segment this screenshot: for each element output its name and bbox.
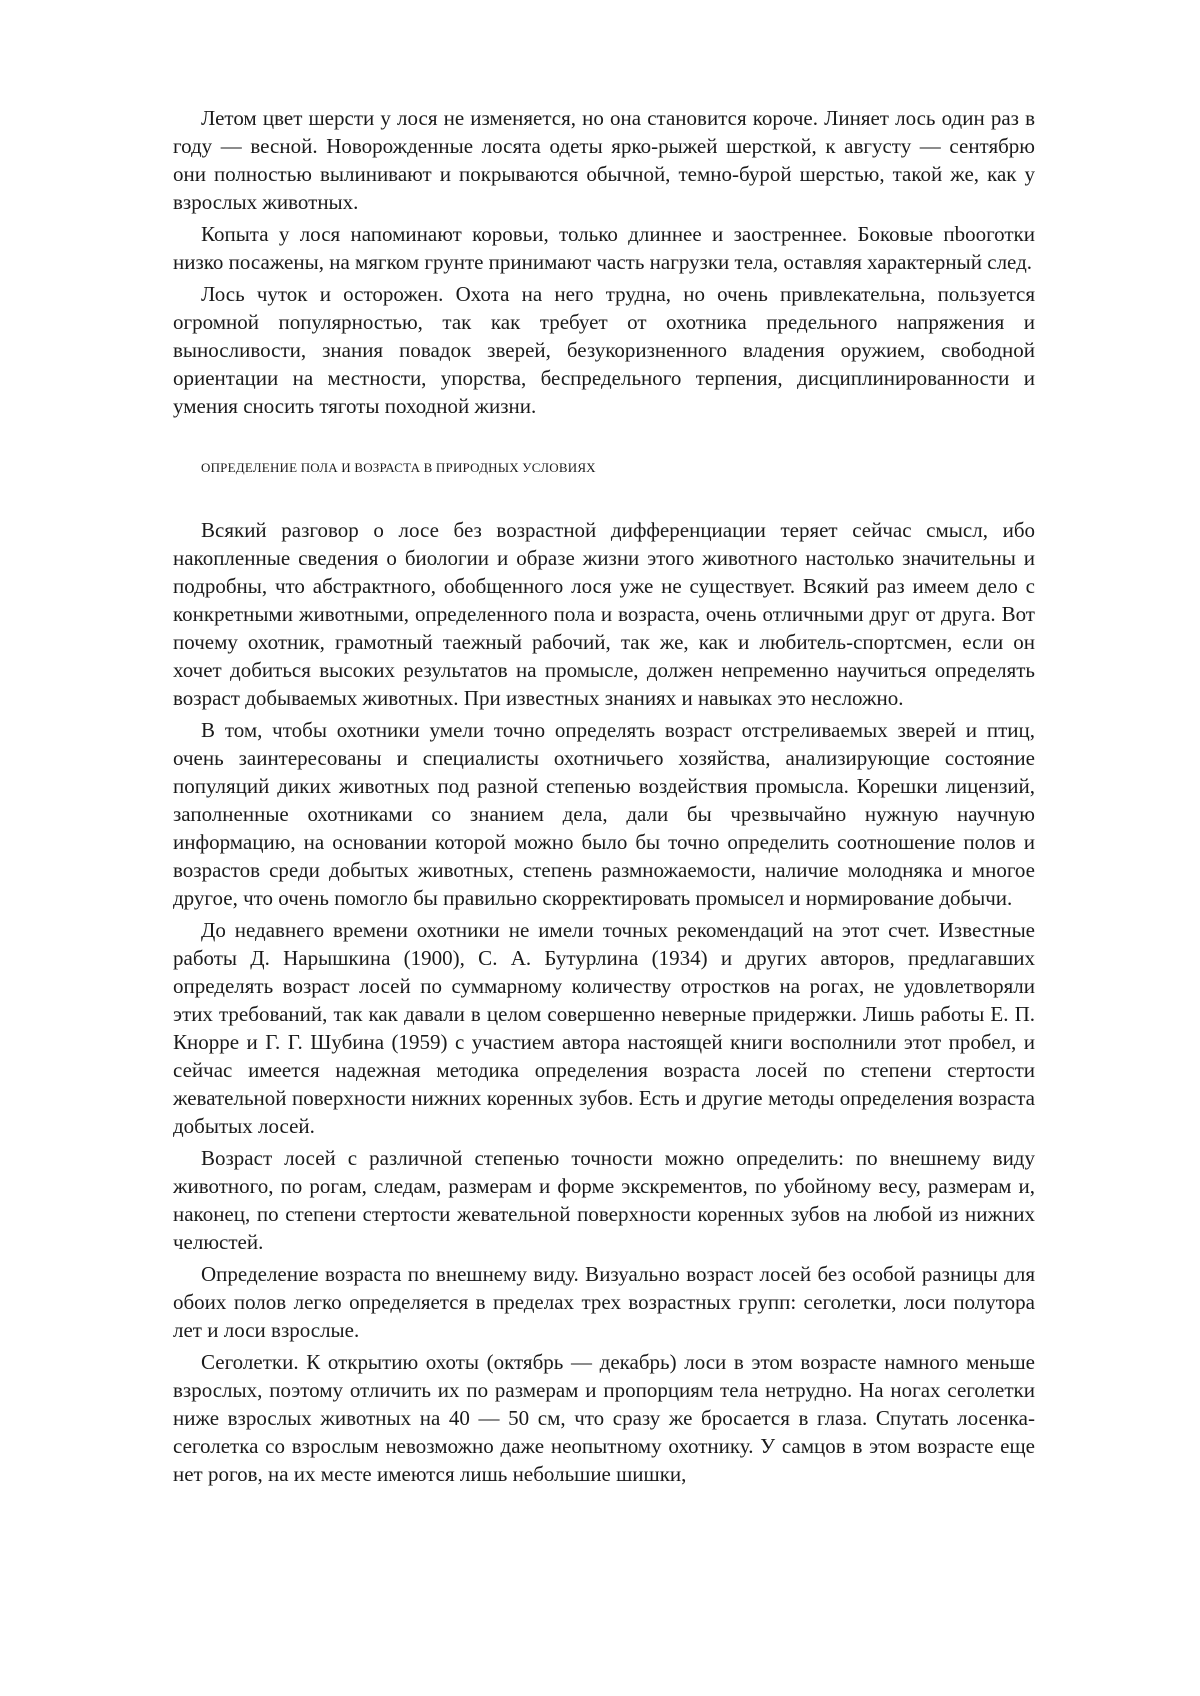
paragraph-hunting: Лось чуток и осторожен. Охота на него трудна, но очень привлекательна, пользуется огромной популярностью, так как требует от охотника предельного напряжения и выносливости, знания повадок зверей, безукоризненного владения оружием, свободной ориентации на местности, упорства, беспредельного терпения, дисциплинированности и умения сносить тяготы походной жизни. xyxy=(173,282,1035,418)
paragraph-yearlings: Сеголетки. К открытию охоты (октябрь — декабрь) лоси в этом возрасте намного меньше взрослых, поэтому отличить их по размерам и пропорциям тела нетрудно. На ногах сеголетки ниже взрослых животных на 40 — 50 см, что сразу же бросается в глаза. Спутать лосенка-сеголетка со взрослым невозможно даже неопытному охотнику. У самцов в этом возрасте еще нет рогов, на их месте имеются лишь небольшие шишки, xyxy=(173,1350,1035,1486)
paragraph-summer-coat: Летом цвет шерсти у лося не изменяется, но она становится короче. Линяет лось один раз в году — весной. Новорожденные лосята одеты ярко-рыжей шерсткой, к августу — сентябрю они полностью вылинивают и покрываются обычной, темно-бурой шерстью, такой же, как у взрослых животных. xyxy=(173,106,1035,214)
paragraph-specialists-interest: В том, чтобы охотники умели точно определять возраст отстреливаемых зверей и птиц, очень заинтересованы и специалисты охотничьего хозяйства, анализирующие состояние популяций диких животных под разной степенью воздействия промысла. Корешки лицензий, заполненные охотниками со знанием дела, дали бы чрезвычайно нужную научную информацию, на основании которой можно было бы точно определить соотношение полов и возрастов среди добытых животных, степень размножаемости, наличие молодняка и многое другое, что очень помогло бы правильно скорректировать промысел и нормирование добычи. xyxy=(173,718,1035,910)
section-heading: ОПРЕДЕЛЕНИЕ ПОЛА И ВОЗРАСТА В ПРИРОДНЫХ УСЛОВИЯХ xyxy=(201,460,596,475)
document-page xyxy=(173,104,1035,1492)
paragraph-age-methods: Возраст лосей с различной степенью точности можно определить: по внешнему виду животного, по рогам, следам, размерам и форме экскрементов, по убойному весу, размерам и, наконец, по степени стертости жевательной поверхности коренных зубов на любой из нижних челюстей. xyxy=(173,1146,1035,1254)
paragraph-external-appearance: Определение возраста по внешнему виду. Визуально возраст лосей без особой разницы для обоих полов легко определяется в пределах трех возрастных групп: сеголетки, лоси полутора лет и лоси взрослые. xyxy=(173,1262,1035,1342)
paragraph-prior-methods: До недавнего времени охотники не имели точных рекомендаций на этот счет. Известные работы Д. Нарышкина (1900), С. А. Бутурлина (1934) и других авторов, предлагавших определять возраст лосей по суммарному количеству отростков на рогах, не удовлетворяли этих требований, так как давали в целом совершенно неверные придержки. Лишь работы Е. П. Кнорре и Г. Г. Шубина (1959) с участием автора настоящей книги восполнили этот пробел, и сейчас имеется надежная методика определения возраста лосей по степени стертости жевательной поверхности нижних коренных зубов. Есть и другие методы определения возраста добытых лосей. xyxy=(173,918,1035,1138)
paragraph-age-differentiation: Всякий разговор о лосе без возрастной дифференциации теряет сейчас смысл, ибо накопленные сведения о биологии и образе жизни этого животного настолько значительны и подробны, что абстрактного, обобщенного лося уже не существует. Всякий раз имеем дело с конкретными животными, определенного пола и возраста, очень отличными друг от друга. Вот почему охотник, грамотный таежный рабочий, так же, как и любитель-спортсмен, если он хочет добиться высоких результатов на промысле, должен непременно научиться определять возраст добываемых животных. При известных знаниях и навыках это несложно. xyxy=(173,518,1035,710)
paragraph-hooves: Копыта у лося напоминают коровьи, только длиннее и заостреннее. Боковые пbooготки низко посажены, на мягком грунте принимают часть нагрузки тела, оставляя характерный след. xyxy=(173,222,1035,274)
